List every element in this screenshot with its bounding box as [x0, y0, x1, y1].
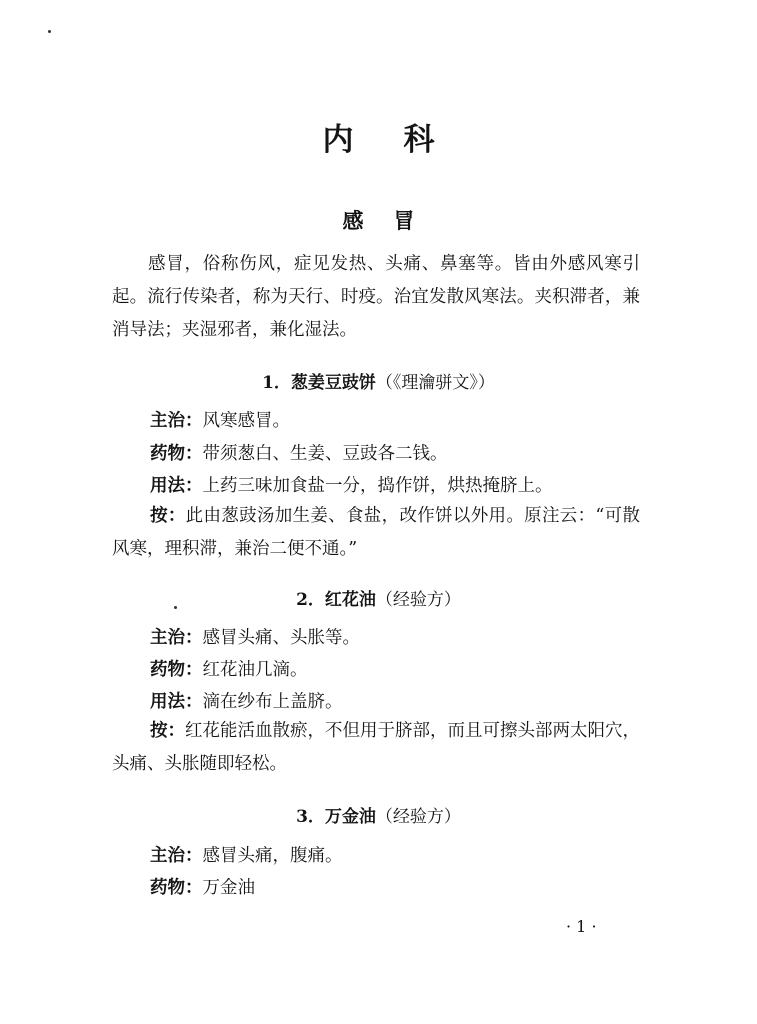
recipe-2-heading	[0, 585, 757, 610]
recipe-1-source: （《理瀹骈文》）	[375, 373, 495, 393]
section-title-right: 冒	[393, 208, 415, 233]
recipe-3-indication	[150, 842, 640, 867]
ingredients-label: 药物：	[150, 660, 203, 680]
indication-label: 主治：	[150, 628, 203, 648]
page-number: · 1 ·	[566, 917, 597, 936]
recipe-3-source: （经验方）	[375, 807, 461, 827]
recipe-3-heading	[0, 802, 757, 827]
recipe-2-title: 2．红花油	[296, 590, 376, 610]
recipe-3-title: 3．万金油	[296, 807, 376, 827]
section-title	[0, 205, 757, 235]
usage-text: 上药三味加食盐一分，捣作饼，烘热掩脐上。	[202, 476, 553, 496]
recipe-3-ingredients	[150, 874, 640, 899]
note-text: 红花能活血散瘀，不但用于脐部，而且可擦头部两太阳穴，头痛、头胀随即轻松。	[112, 721, 640, 774]
ingredients-label: 药物：	[150, 878, 203, 898]
chapter-title	[0, 114, 757, 159]
ingredients-text: 红花油几滴。	[202, 660, 308, 680]
recipe-2-source: （经验方）	[375, 590, 461, 610]
indication-label: 主治：	[150, 411, 203, 431]
recipe-2-note	[112, 715, 640, 781]
note-label: 按：	[150, 506, 186, 526]
recipe-1-indication	[150, 407, 640, 432]
usage-label: 用法：	[150, 476, 203, 496]
indication-text: 感冒头痛，腹痛。	[202, 846, 343, 866]
indication-text: 风寒感冒。	[202, 411, 290, 431]
note-label: 按：	[150, 721, 185, 741]
recipe-2-ingredients	[150, 656, 640, 681]
recipe-2-usage	[150, 688, 640, 713]
usage-label: 用法：	[150, 692, 203, 712]
indication-text: 感冒头痛、头胀等。	[202, 628, 360, 648]
indication-label: 主治：	[150, 846, 203, 866]
recipe-1-title: 1．葱姜豆豉饼	[262, 373, 376, 393]
recipe-1-heading	[0, 368, 757, 393]
section-title-left: 感	[342, 208, 364, 233]
recipe-2-indication	[150, 624, 640, 649]
chapter-title-right: 科	[403, 122, 435, 158]
recipe-1-usage	[150, 472, 640, 497]
chapter-title-left: 内	[322, 122, 354, 158]
intro-paragraph: 感冒，俗称伤风，症见发热、头痛、鼻塞等。皆由外感风寒引起。流行传染者，称为天行、时疫。治宜发散风寒法。夹积滞者，兼消导法；夹湿邪者，兼化湿法。	[112, 254, 640, 340]
ingredients-text: 万金油	[202, 878, 255, 898]
recipe-1-ingredients	[150, 440, 640, 465]
note-text: 此由葱豉汤加生姜、食盐，改作饼以外用。原注云：“可散风寒，理积滞，兼治二便不通。”	[112, 506, 640, 559]
ingredients-text: 带须葱白、生姜、豆豉各二钱。	[202, 444, 448, 464]
recipe-1-note	[112, 500, 640, 566]
ingredients-label: 药物：	[150, 444, 203, 464]
usage-text: 滴在纱布上盖脐。	[202, 692, 343, 712]
scan-speck	[48, 30, 51, 33]
